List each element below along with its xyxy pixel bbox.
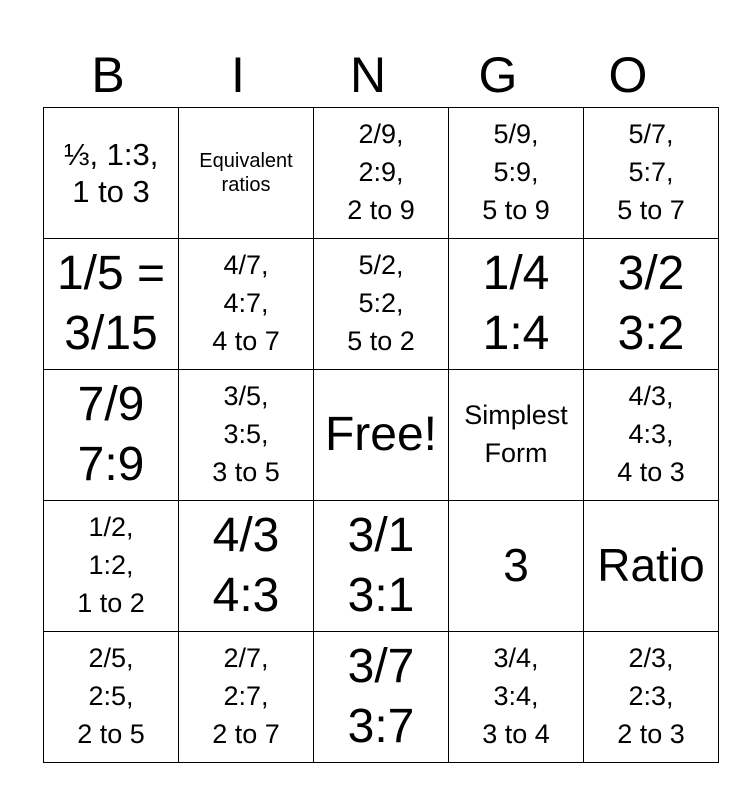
bingo-cell[interactable]: Ratio <box>584 501 719 632</box>
bingo-cell[interactable]: 3 <box>449 501 584 632</box>
board-row <box>44 108 719 239</box>
bingo-cell[interactable]: 3/4, 3:4, 3 to 4 <box>449 632 584 763</box>
header-letter-b: B <box>91 47 125 103</box>
bingo-cell[interactable]: 5/2, 5:2, 5 to 2 <box>314 239 449 370</box>
bingo-cell[interactable]: 1/4 1:4 <box>449 239 584 370</box>
bingo-cell[interactable]: 2/9, 2:9, 2 to 9 <box>314 108 449 239</box>
bingo-cell[interactable]: 5/9, 5:9, 5 to 9 <box>449 108 584 239</box>
bingo-cell[interactable]: 3/5, 3:5, 3 to 5 <box>179 370 314 501</box>
board-row <box>44 501 719 632</box>
bingo-cell[interactable]: Free! <box>314 370 449 501</box>
bingo-cell[interactable]: 1/5 = 3/15 <box>44 239 179 370</box>
bingo-cell[interactable]: 3/7 3:7 <box>314 632 449 763</box>
bingo-cell[interactable]: 2/5, 2:5, 2 to 5 <box>44 632 179 763</box>
bingo-cell[interactable]: Simplest Form <box>449 370 584 501</box>
board-row <box>44 239 719 370</box>
bingo-header <box>43 42 693 108</box>
bingo-cell[interactable]: Equivalent ratios <box>179 108 314 239</box>
bingo-cell[interactable]: 2/3, 2:3, 2 to 3 <box>584 632 719 763</box>
bingo-cell[interactable]: 3/1 3:1 <box>314 501 449 632</box>
bingo-cell[interactable]: 4/7, 4:7, 4 to 7 <box>179 239 314 370</box>
bingo-cell[interactable]: 7/9 7:9 <box>44 370 179 501</box>
bingo-cell[interactable]: 2/7, 2:7, 2 to 7 <box>179 632 314 763</box>
bingo-cell[interactable]: 4/3 4:3 <box>179 501 314 632</box>
header-letter-g: G <box>478 47 518 103</box>
bingo-cell[interactable]: 1/2, 1:2, 1 to 2 <box>44 501 179 632</box>
header-letter-o: O <box>608 47 648 103</box>
board-row <box>44 632 719 763</box>
bingo-cell[interactable]: 4/3, 4:3, 4 to 3 <box>584 370 719 501</box>
bingo-cell[interactable]: 3/2 3:2 <box>584 239 719 370</box>
header-letter-n: N <box>349 47 387 103</box>
board-row <box>44 370 719 501</box>
bingo-cell[interactable]: ⅓, 1:3, 1 to 3 <box>44 108 179 239</box>
bingo-cell[interactable]: 5/7, 5:7, 5 to 7 <box>584 108 719 239</box>
header-letter-i: I <box>231 47 245 103</box>
bingo-board <box>43 107 719 763</box>
